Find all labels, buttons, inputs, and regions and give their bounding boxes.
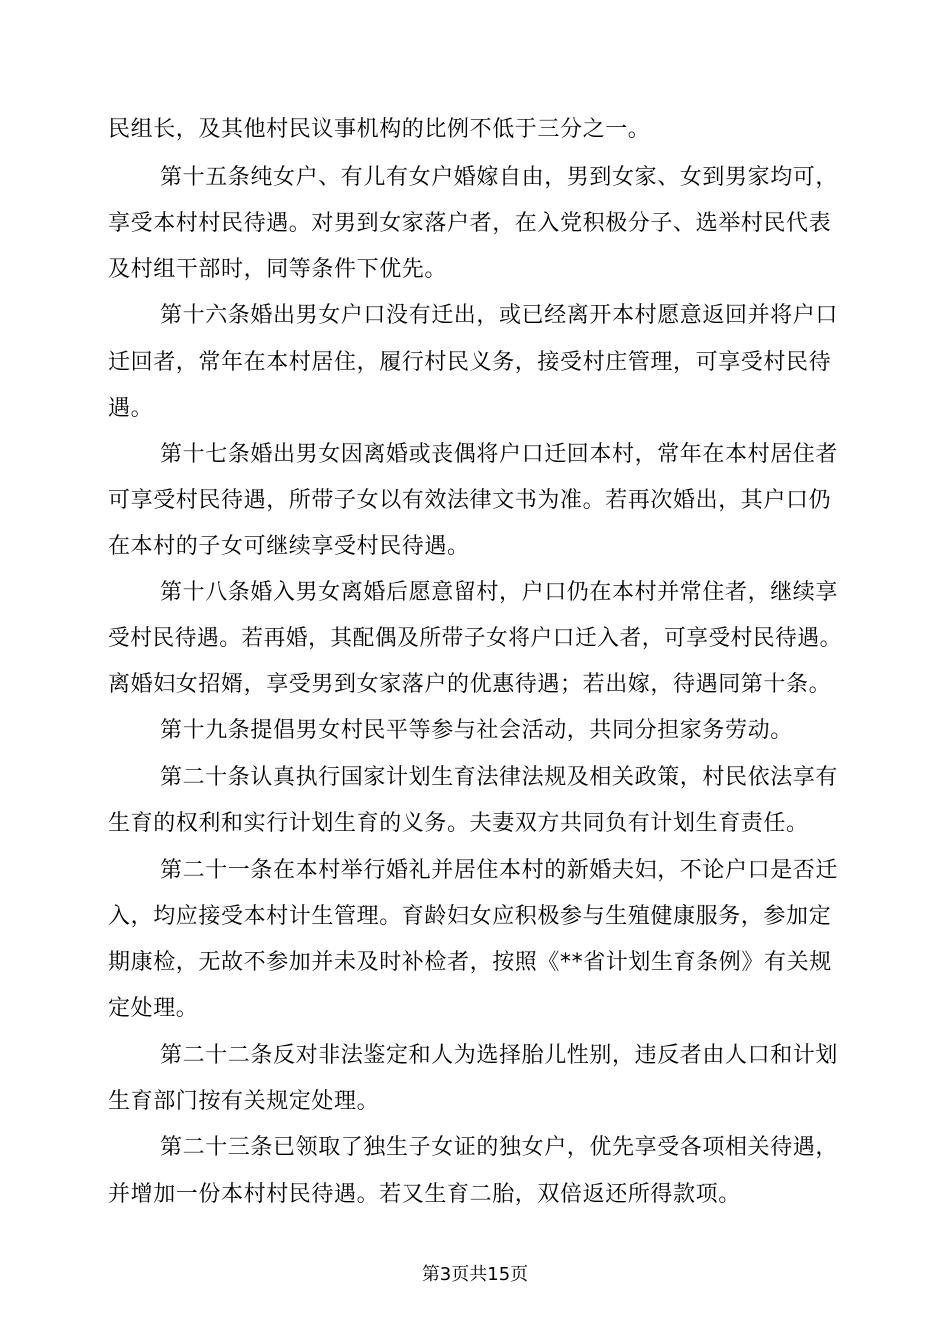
- text-line: 第十七条婚出男女因离婚或丧偶将户口迁回本村，常年在本村居住者: [160, 442, 839, 467]
- text-line: 第十五条纯女户、有儿有女户婚嫁自由，男到女家、女到男家均可，: [160, 165, 839, 190]
- text-line: 第二十三条已领取了独生子女证的独女户，优先享受各项相关待遇，: [160, 1135, 839, 1160]
- text-line: 第十八条婚入男女离婚后愿意留村，户口仍在本村并常住者，继续享: [160, 580, 839, 605]
- text-line: 民组长，及其他村民议事机构的比例不低于三分之一。: [108, 117, 651, 142]
- text-line: 第二十一条在本村举行婚礼并居住本村的新婚夫妇，不论户口是否迁: [160, 858, 839, 883]
- text-line: 可享受村民待遇，所带子女以有效法律文书为准。若再次婚出，其户口仍: [108, 488, 832, 513]
- text-line: 并增加一份本村村民待遇。若又生育二胎，双倍返还所得款项。: [108, 1182, 741, 1207]
- text-line: 离婚妇女招婿，享受男到女家落户的优惠待遇；若出嫁，待遇同第十条。: [108, 672, 832, 697]
- text-line: 第二十二条反对非法鉴定和人为选择胎儿性别，违反者由人口和计划: [160, 1043, 839, 1068]
- text-line: 迁回者，常年在本村居住，履行村民义务，接受村庄管理，可享受村民待: [108, 350, 832, 375]
- text-line: 遇。: [108, 396, 154, 421]
- page-number: 第3页共15页: [421, 1264, 529, 1285]
- text-line: 第二十条认真执行国家计划生育法律法规及相关政策，村民依法享有: [160, 765, 839, 790]
- text-line: 生育部门按有关规定处理。: [108, 1089, 380, 1114]
- text-line: 定处理。: [108, 996, 199, 1021]
- text-line: 及村组干部时，同等条件下优先。: [108, 257, 448, 282]
- text-line: 期康检，无故不参加并未及时补检者，按照《**省计划生育条例》有关规: [108, 950, 832, 975]
- text-line: 入，均应接受本村计生管理。育龄妇女应积极参与生殖健康服务，参加定: [108, 904, 832, 929]
- text-line: 第十九条提倡男女村民平等参与社会活动，共同分担家务劳动。: [160, 718, 793, 743]
- text-line: 在本村的子女可继续享受村民待遇。: [108, 534, 470, 559]
- text-line: 第十六条婚出男女户口没有迁出，或已经离开本村愿意返回并将户口: [160, 303, 839, 328]
- text-line: 享受本村村民待遇。对男到女家落户者，在入党积极分子、选举村民代表: [108, 211, 832, 236]
- text-line: 生育的权利和实行计划生育的义务。夫妻双方共同负有计划生育责任。: [108, 811, 809, 836]
- text-line: 受村民待遇。若再婚，其配偶及所带子女将户口迁入者，可享受村民待遇。: [108, 626, 842, 651]
